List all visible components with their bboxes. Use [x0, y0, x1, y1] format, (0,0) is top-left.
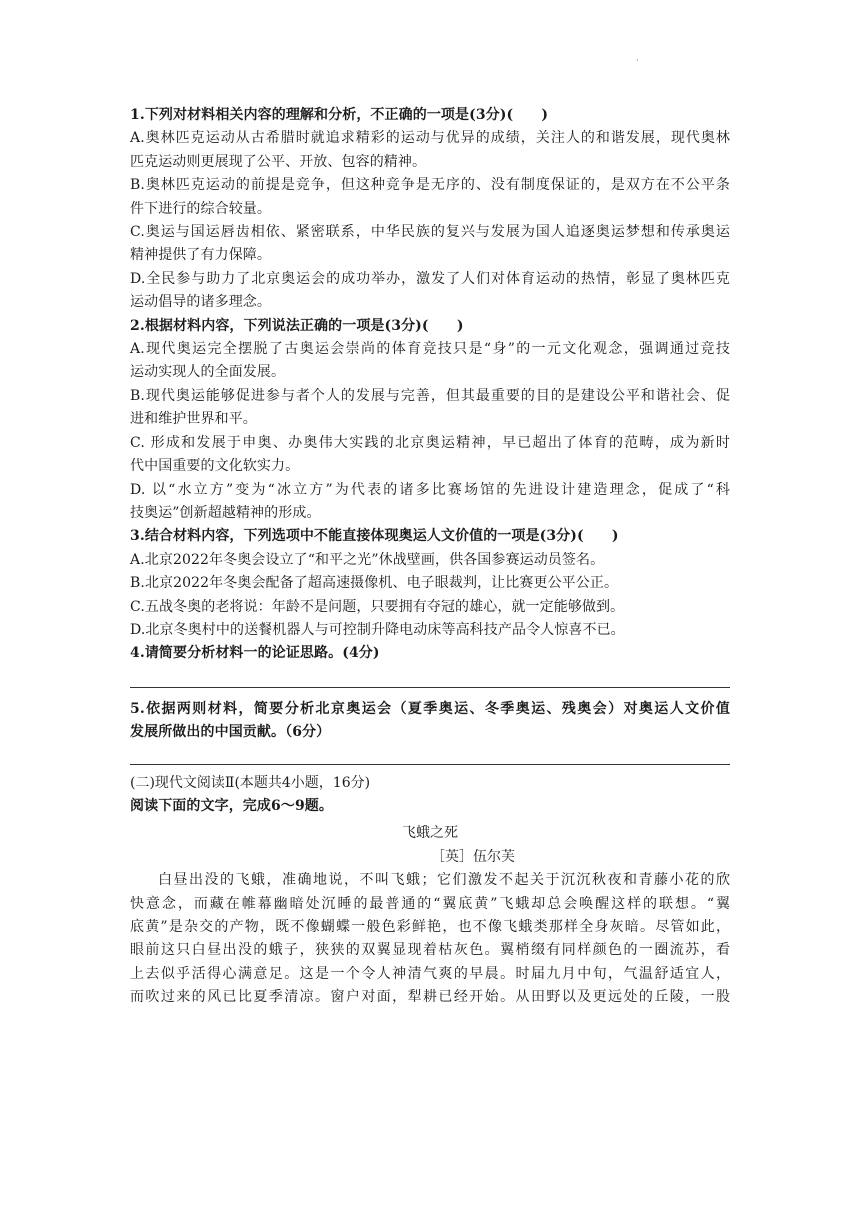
- header-mark: ·: [636, 56, 639, 66]
- article-title: 飞蛾之死: [402, 825, 458, 842]
- question-1-option-c-line2: 精神提供了有力保障。: [130, 247, 271, 264]
- article-paragraph-line: 眼前这只白昼出没的蛾子，狭狭的双翼显现着枯灰色。翼梢缀有同样颜色的一圈流苏，看: [130, 942, 730, 959]
- question-5-stem-line2: 发展所做出的中国贡献。（6分）: [130, 724, 331, 741]
- question-2-option-c-line1: C. 形成和发展于申奥、办奥伟大实践的北京奥运精神，早已超出了体育的范畴，成为新时: [130, 434, 730, 451]
- question-1-option-d-line1: D.全民参与助力了北京奥运会的成功举办，激发了人们对体育运动的热情，彰显了奥林匹克: [130, 270, 730, 287]
- question-1-option-a-line1: A.奥林匹克运动从古希腊时就追求精彩的运动与优异的成绩，关注人的和谐发展，现代奥林: [130, 130, 730, 147]
- question-2-option-b-line1: B.现代奥运能够促进参与者个人的发展与完善，但其最重要的目的是建设公平和谐社会、促: [130, 387, 730, 404]
- article-paragraph-line: 底黄”是杂交的产物，既不像蝴蝶一般色彩鲜艳，也不像飞蛾类那样全身灰暗。尽管如此，: [130, 919, 730, 935]
- question-3-option-b: B.北京2022年冬奥会配备了超高速摄像机、电子眼裁判，让比赛更公平公正。: [130, 575, 619, 592]
- article-paragraph-line: 上去似乎活得心满意足。这是一个令人神清气爽的早晨。时届九月中旬，气温舒适宜人，: [130, 965, 730, 982]
- question-3-option-c: C.五战冬奥的老将说：年龄不是问题，只要拥有夺冠的雄心，就一定能够做到。: [130, 598, 625, 615]
- article-author: ［英］伍尔芙: [431, 848, 515, 865]
- section-2-title: (二)现代文阅读Ⅱ(本题共4小题，16分): [130, 774, 371, 791]
- article-paragraph-line: 而吹过来的风已比夏季清凉。窗户对面，犁耕已经开始。从田野以及更远处的丘陵，一股: [130, 989, 730, 1006]
- exam-content: [130, 104, 730, 1010]
- question-1-option-b-line1: B.奥林匹克运动的前提是竞争，但这种竞争是无序的、没有制度保证的，是双方在不公平条: [130, 177, 730, 194]
- question-1-option-d-line2: 运动倡导的诸多理念。: [130, 294, 271, 311]
- question-2-option-d-line2: 技奥运”创新超越精神的形成。: [130, 504, 321, 521]
- question-2-option-b-line2: 进和维护世界和平。: [130, 411, 257, 428]
- question-4-stem: 4.请简要分析材料一的论证思路。(4分): [130, 645, 380, 662]
- question-1-stem: 1.下列对材料相关内容的理解和分析，不正确的一项是(3分)( ): [130, 107, 549, 123]
- question-1-option-a-line2: 匹克运动则更展现了公平、开放、包容的精神。: [130, 153, 427, 170]
- question-2-option-c-line2: 代中国重要的文化软实力。: [130, 458, 300, 475]
- question-3-stem: 3.结合材料内容，下列选项中不能直接体现奥运人文价值的一项是(3分)( ): [130, 528, 619, 545]
- question-2-option-a-line2: 运动实现人的全面发展。: [130, 364, 286, 381]
- question-2-stem: 2.根据材料内容，下列说法正确的一项是(3分)( ): [130, 317, 464, 334]
- question-3-option-a: A.北京2022年冬奥会设立了“和平之光”休战壁画，供各国参赛运动员签名。: [130, 551, 605, 568]
- question-5-stem-line1: 5.依据两则材料，简要分析北京奥运会（夏季奥运、冬季奥运、残奥会）对奥运人文价值: [130, 700, 730, 717]
- article-paragraph-line: 白昼出没的飞蛾，准确地说，不叫飞蛾；它们激发不起关于沉沉秋夜和青藤小花的欣: [158, 872, 730, 889]
- section-2-instruction: 阅读下面的文字，完成6～9题。: [130, 797, 333, 814]
- question-2-option-d-line1: D. 以“水立方”变为“冰立方”为代表的诸多比赛场馆的先进设计建造理念，促成了“科: [130, 481, 730, 498]
- question-3-option-d: D.北京冬奥村中的送餐机器人与可控制升降电动床等高科技产品令人惊喜不已。: [130, 621, 625, 638]
- article-paragraph-line: 快意念，而藏在帷幕幽暗处沉睡的最普通的“翼底黄”飞蛾却总会唤醒这样的联想。“翼: [130, 895, 730, 912]
- question-1-option-c-line1: C.奥运与国运唇齿相依、紧密联系，中华民族的复兴与发展为国人追逐奥运梦想和传承奥运: [130, 224, 730, 241]
- question-2-option-a-line1: A.现代奥运完全摆脱了古奥运会崇尚的体育竞技只是“身”的一元文化观念，强调通过竞技: [130, 341, 730, 358]
- question-1-option-b-line2: 件下进行的综合较量。: [130, 200, 271, 217]
